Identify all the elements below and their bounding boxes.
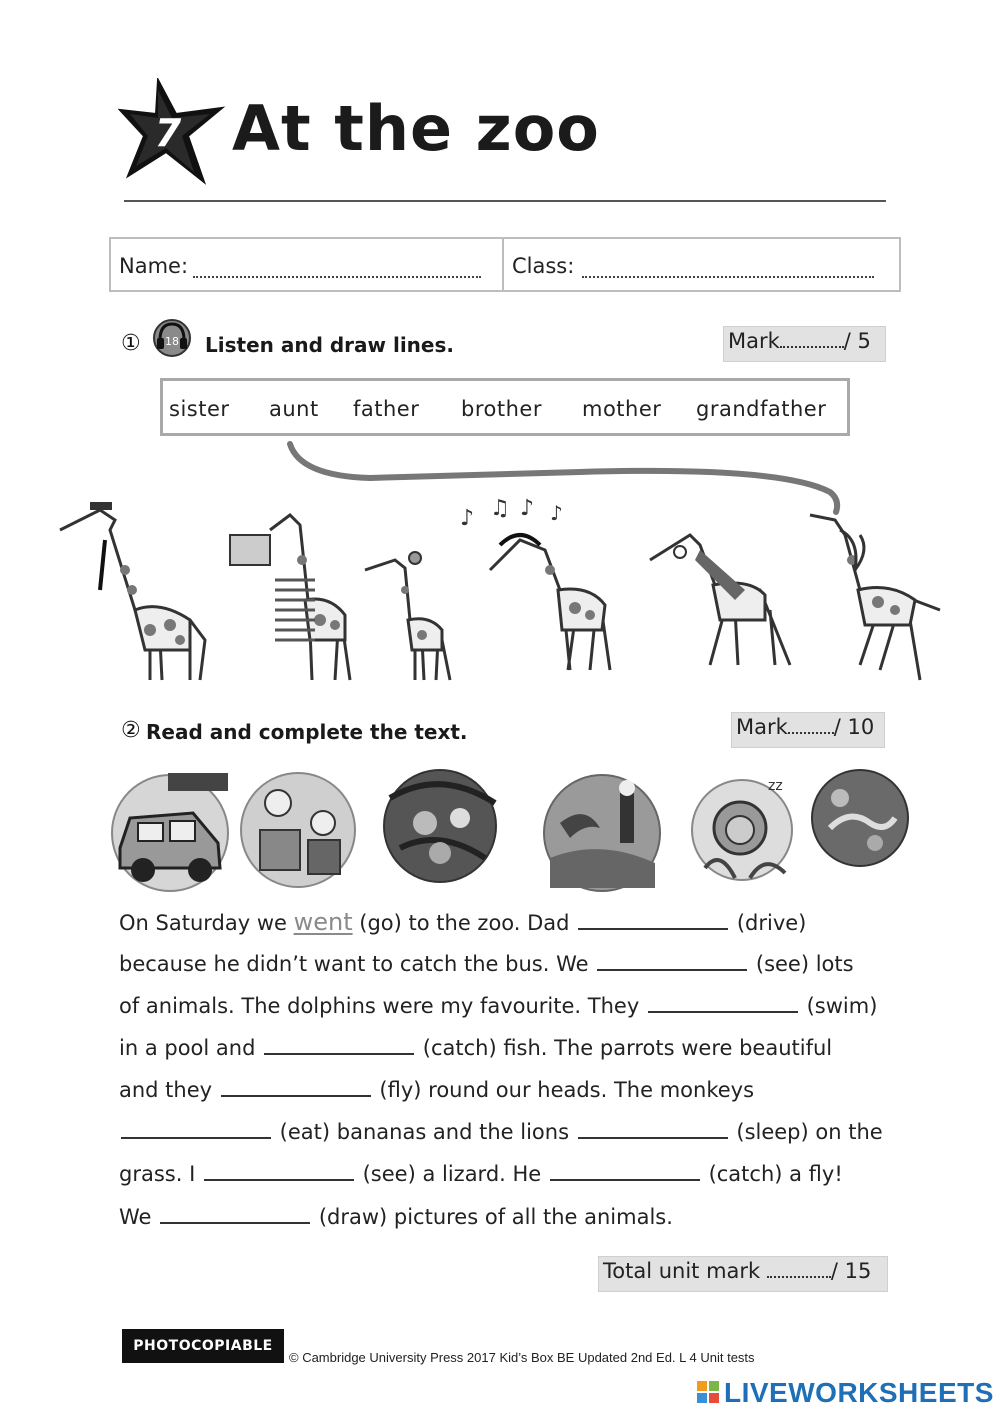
class-field[interactable] xyxy=(582,276,874,278)
text-segment: (draw) pictures of all the animals. xyxy=(312,1205,673,1229)
text-segment: grass. I xyxy=(119,1162,202,1186)
section1-instruction: Listen and draw lines. xyxy=(205,333,454,357)
section2-mark-box xyxy=(731,712,885,748)
svg-text:♪: ♪ xyxy=(460,506,475,531)
class-label: Class: xyxy=(512,254,575,278)
section1-mark-label: Mark xyxy=(728,329,780,353)
unit-number: 7 xyxy=(154,111,182,155)
audio-track-number: 18 xyxy=(165,335,179,348)
giraffe-sister-image[interactable] xyxy=(360,490,460,690)
text-segment: (drive) xyxy=(730,911,807,935)
section2-number: ② xyxy=(121,718,141,743)
student-info-divider xyxy=(502,239,504,290)
text-segment: and they xyxy=(119,1078,219,1102)
total-mark-box xyxy=(598,1256,888,1292)
text-segment: of animals. The dolphins were my favourite. They xyxy=(119,994,646,1018)
text-segment: (catch) fish. The parrots were beautiful xyxy=(416,1036,833,1060)
section1-mark-box xyxy=(723,326,886,362)
text-segment: (swim) xyxy=(799,994,878,1018)
word-father[interactable]: father xyxy=(353,397,420,421)
blank-draw[interactable] xyxy=(160,1206,310,1224)
text-line-1 xyxy=(119,908,806,936)
liveworksheets-brand[interactable]: LIVEWORKSHEETS xyxy=(724,1377,994,1408)
text-segment: in a pool and xyxy=(119,1036,263,1060)
blank-see-1[interactable] xyxy=(597,953,747,971)
blank-see-2[interactable] xyxy=(204,1163,354,1181)
page-title: At the zoo xyxy=(232,92,600,165)
section1-mark-field[interactable] xyxy=(780,346,844,348)
giraffe-father-image[interactable] xyxy=(220,490,360,690)
car-picture xyxy=(108,768,233,898)
word-brother[interactable]: brother xyxy=(461,397,542,421)
dolphins-picture xyxy=(540,768,670,898)
people-picture xyxy=(238,768,358,893)
svg-text:zz: zz xyxy=(768,778,783,794)
text-segment: We xyxy=(119,1205,159,1229)
text-line-3 xyxy=(119,994,877,1018)
blank-catch-2[interactable] xyxy=(550,1163,700,1181)
section2-mark-field[interactable] xyxy=(788,732,834,734)
text-line-6 xyxy=(119,1120,883,1144)
text-line-4 xyxy=(119,1036,832,1060)
section1-number: ① xyxy=(121,331,141,356)
text-segment: (go) to the zoo. Dad xyxy=(352,911,577,935)
word-grandfather[interactable]: grandfather xyxy=(696,397,827,421)
title-divider xyxy=(124,200,886,202)
section2-mark-total: / 10 xyxy=(833,715,875,739)
total-mark-total: / 15 xyxy=(830,1259,872,1283)
section2-instruction: Read and complete the text. xyxy=(146,720,468,744)
blank-eat[interactable] xyxy=(121,1121,271,1139)
text-segment: (fly) round our heads. The monkeys xyxy=(372,1078,755,1102)
lions-picture xyxy=(690,768,800,898)
giraffe-brother-image[interactable] xyxy=(450,490,630,690)
section2-mark-label: Mark xyxy=(736,715,788,739)
text-line-5 xyxy=(119,1078,754,1102)
liveworksheets-logo-icon xyxy=(697,1381,719,1403)
name-field[interactable] xyxy=(193,276,481,278)
unit-star-badge xyxy=(118,78,228,188)
student-info-box xyxy=(109,237,901,292)
text-line-7 xyxy=(119,1162,843,1186)
giraffe-grandfather-image[interactable] xyxy=(40,490,215,690)
copyright-text: © Cambridge University Press 2017 Kid’s Box BE Updated 2nd Ed. L 4 Unit tests xyxy=(289,1350,755,1365)
blank-fly[interactable] xyxy=(221,1079,371,1097)
name-label: Name: xyxy=(119,254,189,278)
audio-play-icon[interactable] xyxy=(152,318,192,358)
giraffe-mother-image[interactable] xyxy=(640,490,800,690)
text-segment: (catch) a fly! xyxy=(701,1162,843,1186)
text-line-2 xyxy=(119,952,854,976)
blank-swim[interactable] xyxy=(648,995,798,1013)
total-mark-field[interactable] xyxy=(767,1276,831,1278)
blank-drive[interactable] xyxy=(578,912,728,930)
word-sister[interactable]: sister xyxy=(169,397,230,421)
svg-text:♪: ♪ xyxy=(520,496,535,521)
photocopiable-label: PHOTOCOPIABLE xyxy=(122,1329,284,1363)
section1-mark-total: / 5 xyxy=(843,329,871,353)
text-segment: (eat) bananas and the lions xyxy=(273,1120,576,1144)
text-line-8 xyxy=(119,1205,673,1229)
blank-catch-1[interactable] xyxy=(264,1037,414,1055)
text-segment: On Saturday we xyxy=(119,911,294,935)
monkeys-picture xyxy=(370,768,520,888)
word-mother[interactable]: mother xyxy=(582,397,662,421)
text-segment: (see) lots xyxy=(749,952,854,976)
text-segment: because he didn’t want to catch the bus. We xyxy=(119,952,596,976)
text-segment: (see) a lizard. He xyxy=(355,1162,548,1186)
giraffe-aunt-image[interactable] xyxy=(800,490,950,690)
lizard-picture xyxy=(810,768,910,873)
example-answer: went xyxy=(293,908,353,936)
total-mark-label: Total unit mark xyxy=(603,1259,761,1283)
word-aunt[interactable]: aunt xyxy=(269,397,319,421)
svg-text:♫: ♫ xyxy=(490,496,510,521)
blank-sleep[interactable] xyxy=(578,1121,728,1139)
svg-text:♪: ♪ xyxy=(550,501,563,525)
text-segment: (sleep) on the xyxy=(729,1120,883,1144)
